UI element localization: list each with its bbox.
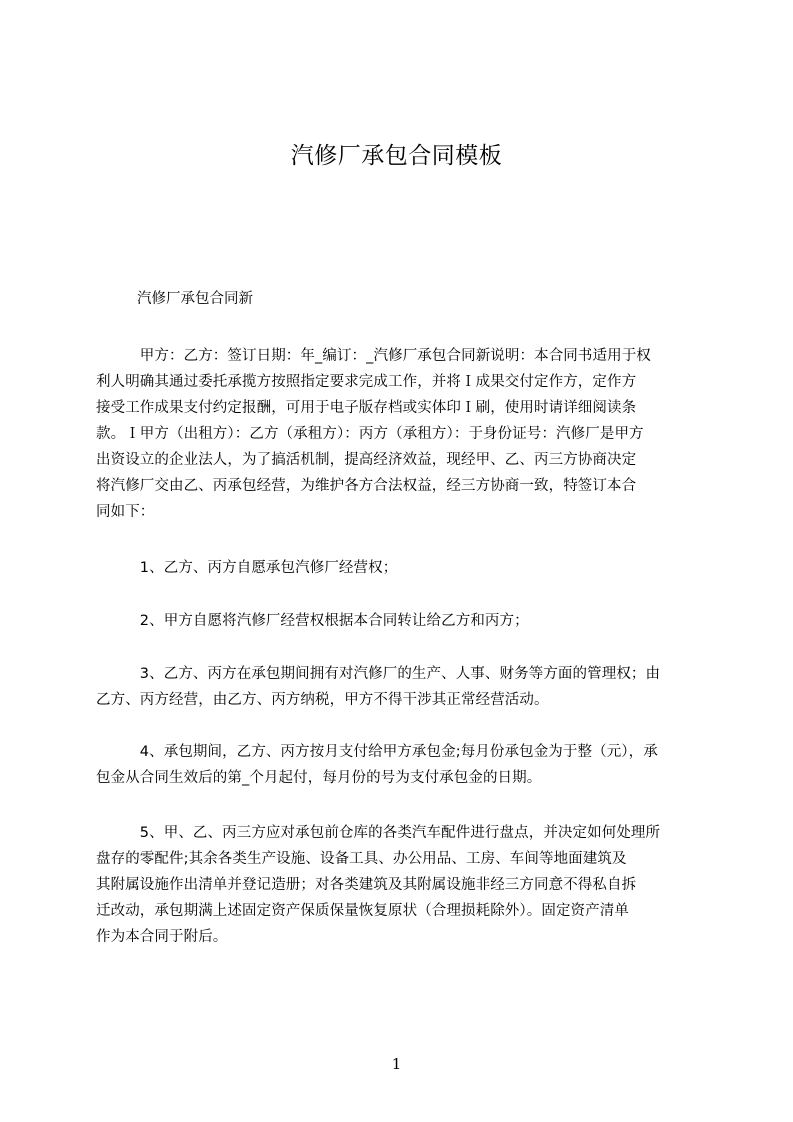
paragraph-line: 4、承包期间，乙方、丙方按月支付给甲方承包金;每月份承包金为于整（元），承 [96, 744, 658, 760]
clause-4 [96, 739, 711, 791]
paragraph-line: 2、甲方自愿将汽修厂经营权根据本合同转让给乙方和丙方； [96, 613, 529, 629]
clause-3 [96, 661, 711, 713]
document-title: 汽修厂承包合同模板 [290, 143, 503, 169]
paragraph-line: 5、甲、乙、丙三方应对承包前仓库的各类汽车配件进行盘点，并决定如何处理所 [96, 825, 661, 841]
paragraph-line: 乙方、丙方经营，由乙方、丙方纳税，甲方不得干涉其正常经营活动。 [96, 692, 549, 708]
paragraph-line: 3、乙方、丙方在承包期间拥有对汽修厂的生产、人事、财务等方面的管理权；由 [96, 666, 661, 682]
paragraph-line: 同如下： [96, 504, 155, 520]
paragraph-line: 款。Ｉ甲方（出租方）：乙方（承租方）：丙方（承租方）：于身份证号：汽修厂是甲方 [96, 426, 644, 442]
paragraph-line: 迁改动，承包期满上述固定资产保质保量恢复原状（合理损耗除外）。固定资产清单 [96, 903, 629, 919]
paragraph-line: 接受工作成果支付约定报酬，可用于电子版存档或实体印Ｉ刷，使用时请详细阅读条 [96, 400, 637, 416]
paragraph-line: 利人明确其通过委托承揽方按照指定要求完成工作，并将Ｉ成果交付定作方，定作方 [96, 374, 637, 390]
paragraph-line: 其附属设施作出清单并登记造册；对各类建筑及其附属设施非经三方同意不得私自拆 [96, 877, 637, 893]
paragraph-line: 盘存的零配件;其余各类生产设施、设备工具、办公用品、工房、车间等地面建筑及 [96, 851, 627, 867]
paragraph-line: 作为本合同于附后。 [96, 929, 228, 945]
page-number: 1 [391, 1055, 402, 1073]
clause-2 [96, 608, 706, 634]
clause-5 [96, 820, 711, 950]
document-subtitle: 汽修厂承包合同新 [137, 291, 253, 307]
paragraph-line: 将汽修厂交由乙、丙承包经营，为维护各方合法权益，经三方协商一致，特签订本合 [96, 478, 637, 494]
clause-1 [96, 555, 706, 581]
intro-paragraph [96, 343, 706, 525]
paragraph-line: 出资设立的企业法人，为了搞活机制，提高经济效益，现经甲、乙、丙三方协商决定 [96, 452, 637, 468]
paragraph-line: 甲方：乙方：签订日期：年_编订：_汽修厂承包合同新说明：本合同书适用于权 [96, 348, 651, 364]
paragraph-line: 1、乙方、丙方自愿承包汽修厂经营权； [96, 560, 398, 576]
paragraph-line: 包金从合同生效后的第_个月起付，每月份的号为支付承包金的日期。 [96, 770, 542, 786]
